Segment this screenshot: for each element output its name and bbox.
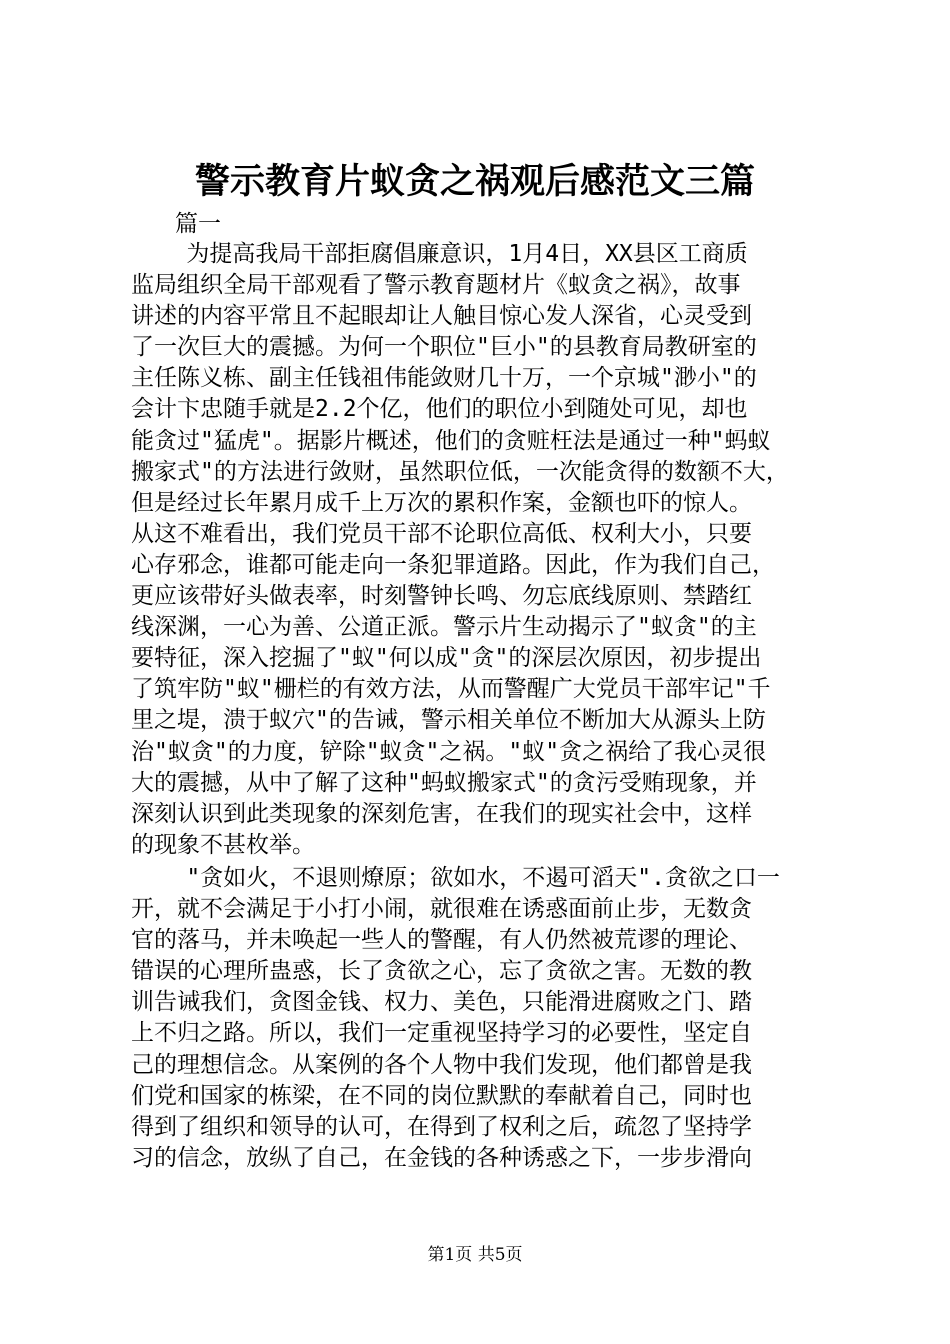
- page-footer: 第1页 共5页: [427, 1245, 523, 1265]
- paragraph-line: 治"蚁贪"的力度，铲除"蚁贪"之祸。"蚁"贪之祸给了我心灵很: [131, 738, 767, 765]
- paragraph-line: 了筑牢防"蚁"栅栏的有效方法，从而警醒广大党员干部牢记"千: [131, 676, 771, 703]
- paragraph-line: 但是经过长年累月成千上万次的累积作案，金额也吓的惊人。: [131, 489, 752, 516]
- paragraph-line: 会计卞忠随手就是2.2个亿，他们的职位小到随处可见，却也: [131, 396, 748, 423]
- paragraph-line: 监局组织全局干部观看了警示教育题材片《蚁贪之祸》，故事: [131, 272, 741, 299]
- paragraph-line: 线深渊，一心为善、公道正派。警示片生动揭示了"蚁贪"的主: [131, 614, 757, 641]
- paragraph-line: 要特征，深入挖掘了"蚁"何以成"贪"的深层次原因，初步提出: [131, 645, 762, 672]
- paragraph-line: 官的落马，并未唤起一些人的警醒，有人仍然被荒谬的理论、: [131, 927, 752, 954]
- paragraph-line: 大的震撼，从中了解了这种"蚂蚁搬家式"的贪污受贿现象，并: [131, 769, 757, 796]
- paragraph-line: 开，就不会满足于小打小闹，就很难在诱惑面前止步，无数贪: [131, 896, 752, 923]
- paragraph-line: 心存邪念，谁都可能走向一条犯罪道路。因此，作为我们自己，: [131, 551, 775, 578]
- paragraph-line: 能贪过"猛虎"。据影片概述，他们的贪赃枉法是通过一种"蚂蚁: [131, 427, 771, 454]
- paragraph-line: 主任陈义栋、副主任钱祖伟能敛财几十万，一个京城"渺小"的: [131, 365, 757, 392]
- paragraph-line: 的现象不甚枚举。: [131, 831, 315, 858]
- paragraph-line: 更应该带好头做表率，时刻警钟长鸣、勿忘底线原则、禁踏红: [131, 583, 752, 610]
- paragraph-line: 训告诫我们，贪图金钱、权力、美色，只能滑进腐败之门、踏: [131, 989, 752, 1016]
- paragraph-line: 搬家式"的方法进行敛财，虽然职位低，一次能贪得的数额不大，: [131, 458, 789, 485]
- paragraph-line: 里之堤，溃于蚁穴"的告诫，警示相关单位不断加大从源头上防: [131, 707, 766, 734]
- paragraph-line: 上不归之路。所以，我们一定重视坚持学习的必要性，坚定自: [131, 1020, 752, 1047]
- paragraph-line: 错误的心理所蛊惑，长了贪欲之心，忘了贪欲之害。无数的教: [131, 958, 752, 985]
- paragraph-line: 讲述的内容平常且不起眼却让人触目惊心发人深省，心灵受到: [131, 303, 752, 330]
- document-title: 警示教育片蚁贪之祸观后感范文三篇: [194, 161, 755, 202]
- paragraph-2: [131, 863, 831, 1174]
- paragraph-line: 得到了组织和领导的认可，在得到了权利之后，疏忽了坚持学: [131, 1113, 752, 1140]
- paragraph-line: 们党和国家的栋梁，在不同的岗位默默的奉献着自己，同时也: [131, 1082, 752, 1109]
- paragraph-line: 深刻认识到此类现象的深刻危害，在我们的现实社会中，这样: [131, 800, 752, 827]
- paragraph-line: 了一次巨大的震撼。为何一个职位"巨小"的县教育局教研室的: [131, 334, 757, 361]
- paragraph-line: 习的信念，放纵了自己，在金钱的各种诱惑之下，一步步滑向: [131, 1144, 752, 1171]
- paragraph-line: 从这不难看出，我们党员干部不论职位高低、权利大小，只要: [131, 520, 752, 547]
- paragraph-1: [131, 239, 831, 861]
- paragraph-line: 己的理想信念。从案例的各个人物中我们发现，他们都曾是我: [131, 1051, 752, 1078]
- paragraph-line: 为提高我局干部拒腐倡廉意识，1月4日，XX县区工商质: [131, 241, 748, 267]
- section-label: 篇一: [175, 211, 221, 237]
- paragraph-line: "贪如火，不退则燎原；欲如水，不遏可滔天".贪欲之口一: [131, 865, 780, 891]
